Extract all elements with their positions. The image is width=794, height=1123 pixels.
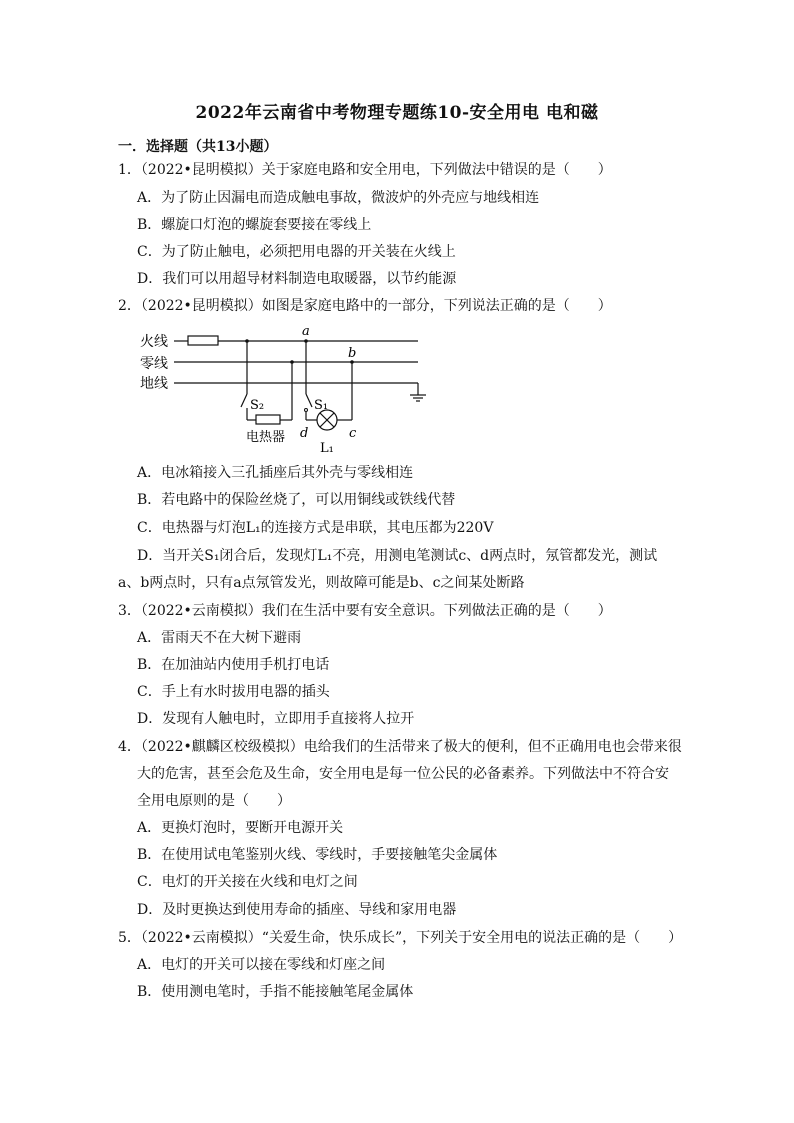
q4-option-c: C．电灯的开关接在火线和电灯之间 bbox=[137, 874, 358, 890]
q3-option-b: B．在加油站内使用手机打电话 bbox=[137, 657, 330, 673]
neutral-wire-label: 零线 bbox=[140, 356, 168, 372]
heater-symbol bbox=[256, 415, 280, 424]
q4-stem: 4．（2022•麒麟区校级模拟）电给我们的生活带来了极大的便利，但不正确用电也会带来很 bbox=[118, 739, 682, 755]
junction-dot bbox=[290, 360, 294, 364]
q5-option-a: A．电灯的开关可以接在零线和灯座之间 bbox=[137, 957, 386, 973]
q5-stem: 5．（2022•云南模拟）“关爱生命，快乐成长”，下列关于安全用电的说法正确的是（ ） bbox=[118, 930, 683, 946]
q3-option-a: A．雷雨天不在大树下避雨 bbox=[137, 630, 302, 646]
q2-option-b: B．若电路中的保险丝烧了，可以用铜线或铁线代替 bbox=[137, 492, 456, 508]
q1-stem: 1．（2022•昆明模拟）关于家庭电路和安全用电，下列做法中错误的是（ ） bbox=[118, 162, 612, 178]
q3-option-c: C．手上有水时拔用电器的插头 bbox=[137, 684, 330, 700]
q4-stem-continued: 大的危害，甚至会危及生命，安全用电是每一位公民的必备素养。下列做法中不符合安 bbox=[137, 766, 669, 782]
lamp-label: L₁ bbox=[320, 441, 334, 456]
switch-s2 bbox=[241, 394, 247, 407]
q2-option-d: D．当开关S₁闭合后，发现灯L₁不亮，用测电笔测试c、d两点时，氖管都发光，测试 bbox=[137, 548, 658, 564]
q1-option-b: B．螺旋口灯泡的螺旋套要接在零线上 bbox=[137, 217, 372, 233]
heater-label: 电热器 bbox=[246, 430, 286, 445]
q2-option-a: A．电冰箱接入三孔插座后其外壳与零线相连 bbox=[137, 465, 414, 481]
s1-label: S₁ bbox=[314, 398, 329, 413]
switch-s1-contact bbox=[305, 409, 308, 412]
q4-option-a: A．更换灯泡时，要断开电源开关 bbox=[137, 820, 344, 836]
q4-stem-continued: 全用电原则的是（ ） bbox=[137, 793, 291, 809]
switch-s1 bbox=[306, 394, 312, 407]
point-b-label: b bbox=[348, 346, 357, 361]
q4-option-d: D．及时更换达到使用寿命的插座、导线和家用电器 bbox=[137, 902, 457, 918]
q5-option-b: B．使用测电笔时，手指不能接触笔尾金属体 bbox=[137, 984, 414, 1000]
q4-option-b: B．在使用试电笔鉴别火线、零线时，手要接触笔尖金属体 bbox=[137, 847, 498, 863]
point-a-label: a bbox=[302, 324, 310, 339]
point-c-label: c bbox=[349, 426, 357, 441]
fuse-symbol bbox=[188, 336, 218, 345]
q2-option-c: C．电热器与灯泡L₁的连接方式是串联，其电压都为220V bbox=[137, 520, 494, 536]
s2-label: S₂ bbox=[250, 398, 265, 413]
q1-option-a: A．为了防止因漏电而造成触电事故，微波炉的外壳应与地线相连 bbox=[137, 190, 540, 206]
point-d-label: d bbox=[300, 426, 309, 441]
section-heading: 一．选择题（共13小题） bbox=[118, 139, 278, 155]
live-wire-label: 火线 bbox=[140, 334, 168, 350]
q1-option-d: D．我们可以用超导材料制造电取暖器，以节约能源 bbox=[137, 271, 457, 287]
circuit-diagram bbox=[130, 320, 440, 460]
q2-stem: 2．（2022•昆明模拟）如图是家庭电路中的一部分，下列说法正确的是（ ） bbox=[118, 298, 612, 314]
q1-option-c: C．为了防止触电，必须把用电器的开关装在火线上 bbox=[137, 244, 456, 260]
ground-wire-label: 地线 bbox=[140, 376, 168, 392]
document-title: 2022年云南省中考物理专题练10-安全用电 电和磁 bbox=[195, 103, 599, 123]
q3-option-d: D．发现有人触电时，立即用手直接将人拉开 bbox=[137, 711, 415, 727]
q3-stem: 3．（2022•云南模拟）我们在生活中要有安全意识。下列做法正确的是（ ） bbox=[118, 603, 612, 619]
q2-option-d-continued: a、b两点时，只有a点氖管发光，则故障可能是b、c之间某处断路 bbox=[118, 575, 525, 591]
